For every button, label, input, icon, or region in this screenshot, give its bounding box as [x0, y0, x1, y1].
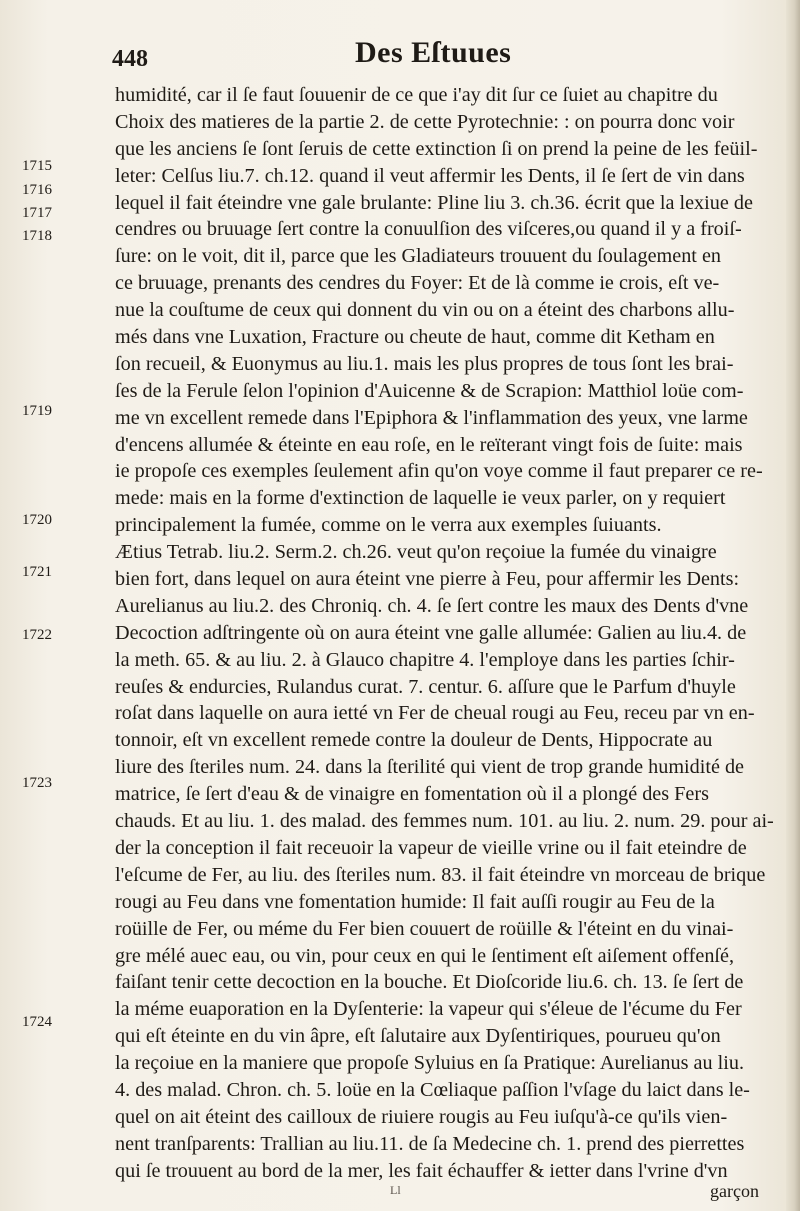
text-line: der la conception il fait receuoir la vapeur de vieille vrine ou il fait eteindre de	[115, 836, 747, 859]
text-line: qui ſe trouuent au bord de la mer, les fait échauffer & ietter dans l'vrine d'vn	[115, 1159, 728, 1182]
text-line: principalement la fumée, comme on le verra aux exemples ſuiuants.	[115, 514, 662, 537]
margin-year: 1718	[22, 228, 52, 244]
text-line: matrice, ſe ſert d'eau & de vinaigre en fomentation où il a plongé des Fers	[115, 783, 709, 806]
body-text	[115, 82, 785, 1185]
signature-mark: Ll	[390, 1183, 401, 1197]
margin-year: 1716	[22, 182, 52, 198]
margin-year: 1723	[22, 775, 52, 791]
catchword: garçon	[710, 1181, 759, 1201]
margin-year: 1717	[22, 205, 52, 221]
text-line: Decoction adſtringente où on aura éteint vne galle allumée: Galien au liu.4. de	[115, 621, 747, 644]
text-line: la reçoiue en la maniere que propoſe Syluius en ſa Pratique: Aurelianus au liu.	[115, 1052, 744, 1075]
text-line: ſes de la Ferule ſelon l'opinion d'Auicenne & de Scrapion: Matthiol loüe com-	[115, 379, 744, 402]
text-line: chauds. Et au liu. 1. des malad. des femmes num. 101. au liu. 2. num. 29. pour ai-	[115, 810, 774, 833]
text-line: roüille de Fer, ou méme du Fer bien couuert de roüille & l'éteint en du vinai-	[115, 917, 734, 940]
text-line: Choix des matieres de la partie 2. de cette Pyrotechnie: : on pourra donc voir	[115, 110, 735, 133]
text-line: ſure: on le voit, dit il, parce que les Gladiateurs trouuent du ſoulagement en	[115, 245, 722, 268]
text-line: més dans vne Luxation, Fracture ou cheute de haut, comme dit Ketham en	[115, 326, 715, 349]
text-line: me vn excellent remede dans l'Epiphora & l'inflammation des yeux, vne larme	[115, 406, 748, 429]
text-line: mede: mais en la forme d'extinction de laquelle ie veux parler, on y requiert	[115, 487, 726, 510]
text-line: quel on ait éteint des cailloux de riuiere rougis au Feu iuſqu'à-ce qu'ils vien-	[115, 1105, 728, 1128]
text-line: tonnoir, eſt vn excellent remede contre la douleur de Dents, Hippocrate au	[115, 729, 713, 752]
page-number: 448	[112, 46, 148, 72]
margin-year: 1719	[22, 403, 52, 419]
text-line: rougi au Feu dans vne fomentation humide: Il fait auſſi rougir au Feu de la	[115, 890, 715, 913]
text-line: nue la couſtume de ceux qui donnent du vin ou on a éteint des charbons allu-	[115, 299, 735, 322]
page-edge	[786, 0, 800, 1211]
margin-year: 1720	[22, 512, 52, 528]
text-line: leter: Celſus liu.7. ch.12. quand il veut affermir les Dents, il ſe ſert de vin dans	[115, 164, 745, 187]
text-line: que les anciens ſe ſont ſeruis de cette extinction ſi on prend la peine de les feüil-	[115, 137, 758, 160]
text-line: ce bruuage, prenants des cendres du Foyer: Et de là comme ie crois, eſt ve-	[115, 272, 720, 295]
text-line: Ætius Tetrab. liu.2. Serm.2. ch.26. veut qu'on reçoiue la fumée du vinaigre	[115, 541, 717, 564]
text-line: lequel il fait éteindre vne gale brulante: Pline liu 3. ch.36. écrit que la lexiue de	[115, 191, 753, 214]
margin-years	[0, 0, 110, 1211]
text-line: gre mélé auec eau, ou vin, pour ceux en qui le ſentiment eſt aiſement offenſé,	[115, 944, 735, 967]
text-line: ie propoſe ces exemples ſeulement afin qu'on voye comme il faut preparer ce re-	[115, 460, 763, 483]
text-line: cendres ou bruuage ſert contre la conuulſion des viſceres,ou quand il y a froiſ-	[115, 218, 742, 241]
text-line: d'encens allumée & éteinte en eau roſe, en le reïterant vingt fois de ſuite: mais	[115, 433, 743, 456]
text-line: 4. des malad. Chron. ch. 5. loüe en la Cœliaque paſſion l'vſage du laict dans le-	[115, 1078, 750, 1101]
margin-year: 1721	[22, 564, 52, 580]
text-line: faiſant tenir cette decoction en la bouche. Et Dioſcoride liu.6. ch. 13. ſe ſert de	[115, 971, 744, 994]
text-line: humidité, car il ſe faut ſouuenir de ce que i'ay dit ſur ce ſuiet au chapitre du	[115, 84, 718, 106]
text-line: Aurelianus au liu.2. des Chroniq. ch. 4. ſe ſert contre les maux des Dents d'vne	[115, 594, 749, 617]
text-line: l'eſcume de Fer, au liu. des ſteriles num. 83. il fait éteindre vn morceau de brique	[115, 863, 766, 886]
page-header	[0, 30, 800, 70]
running-head: Des Eſtuues	[355, 36, 512, 69]
margin-year: 1722	[22, 627, 52, 643]
margin-year: 1724	[22, 1014, 52, 1030]
text-line: reuſes & endurcies, Rulandus curat. 7. centur. 6. aſſure que le Parfum d'huyle	[115, 675, 736, 698]
text-line: ſon recueil, & Euonymus au liu.1. mais les plus propres de tous ſont les brai-	[115, 352, 734, 375]
text-line: la méme euaporation en la Dyſenterie: la vapeur qui s'éleue de l'écume du Fer	[115, 998, 742, 1021]
text-line: bien fort, dans lequel on aura éteint vne pierre à Feu, pour affermir les Dents:	[115, 568, 740, 591]
text-line: liure des ſteriles num. 24. dans la ſterilité qui vient de trop grande humidité de	[115, 756, 745, 779]
text-line: nent tranſparents: Trallian au liu.11. de ſa Medecine ch. 1. prend des pierrettes	[115, 1132, 745, 1155]
text-line: roſat dans laquelle on aura ietté vn Fer de cheual rougi au Feu, receu par vn en-	[115, 702, 755, 725]
text-line: la meth. 65. & au liu. 2. à Glauco chapitre 4. l'employe dans les parties ſchir-	[115, 648, 735, 671]
text-line: qui eſt éteinte en du vin âpre, eſt ſalutaire aux Dyſentiriques, pourueu qu'on	[115, 1025, 721, 1048]
margin-year: 1715	[22, 158, 52, 174]
